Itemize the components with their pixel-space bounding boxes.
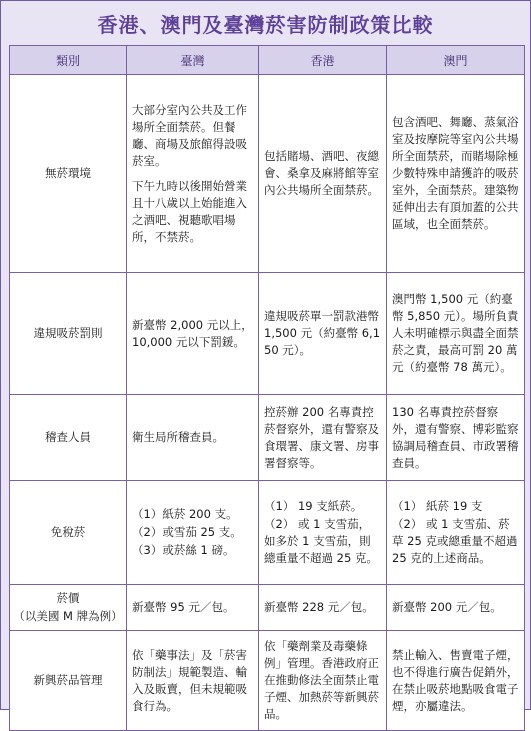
row-newtobacco xyxy=(10,631,525,731)
hongkong-cell xyxy=(259,481,387,585)
taiwan-cell: 新臺幣 2,000 元以上，10,000 元以下罰鍰。 xyxy=(127,273,259,395)
taiwan-cell: 衛生局所稽查員。 xyxy=(127,395,259,481)
category-cell: 免稅菸 xyxy=(10,481,127,585)
taiwan-cell: 新臺幣 95 元／包。 xyxy=(127,585,259,631)
category-line: 菸價 xyxy=(56,591,80,605)
macau-cell: 包含酒吧、舞廳、蒸氣浴室及按摩院等室內公共場所全面禁菸，而賭場除極少數特殊申請獲許的吸菸室外，全面禁菸。建築物延伸出去有頂加蓋的公共區域，也全面禁菸。 xyxy=(387,75,525,273)
macau-cell: 澳門幣 1,500 元（約臺幣 5,850 元）。場所負責人未明確標示與盡全面禁菸之責，最高可罰 20 萬元（約臺幣 78 萬元）。 xyxy=(387,273,525,395)
header-category: 類別 xyxy=(10,46,127,75)
row-smokefree xyxy=(10,75,525,273)
macau-cell xyxy=(387,481,525,585)
taiwan-cell xyxy=(127,481,259,585)
hongkong-cell: 依「藥劑業及毒藥條例」管理。香港政府正在推動修法全面禁止電子煙、加熱菸等新興菸品。 xyxy=(259,631,387,731)
taiwan-paragraph: 下午九時以後開始營業且十八歲以上始能進入之酒吧、視聽歌唱場所，不禁菸。 xyxy=(132,178,247,244)
list-item: （2） 或 1 支雪茄、菸草 25 克或總重量不超過 25 克的上述商品。 xyxy=(392,517,518,565)
hongkong-cell: 新臺幣 228 元／包。 xyxy=(259,585,387,631)
header-macau: 澳門 xyxy=(387,46,525,75)
list-item: （1）紙菸 200 支。 xyxy=(132,507,238,521)
category-cell: 稽查人員 xyxy=(10,395,127,481)
list-item: （2） 或 1 支雪茄，如多於 1 支雪茄，則總重量不超過 25 克。 xyxy=(264,517,378,565)
category-cell: 違規吸菸罰則 xyxy=(10,273,127,395)
header-row xyxy=(10,46,525,75)
taiwan-cell xyxy=(127,75,259,273)
taiwan-paragraph: 大部分室內公共及工作場所全面禁菸。但餐廳、商場及旅館得設吸菸室。 xyxy=(132,102,247,168)
category-cell: 無菸環境 xyxy=(10,75,127,273)
header-hongkong: 香港 xyxy=(259,46,387,75)
row-dutyfree xyxy=(10,481,525,585)
category-cell xyxy=(10,585,127,631)
comparison-table xyxy=(9,45,525,731)
list-item: （1） 紙菸 19 支 xyxy=(392,499,483,513)
hongkong-cell: 控菸辦 200 名專責控菸督察外，還有警察及食環署、康文署、房事署督察等。 xyxy=(259,395,387,481)
page-title: 香港、澳門及臺灣菸害防制政策比較 xyxy=(97,12,434,37)
category-cell: 新興菸品管理 xyxy=(10,631,127,731)
list-item: （2）或雪茄 25 支。 xyxy=(132,525,242,539)
list-item: （3）或菸絲 1 磅。 xyxy=(132,543,235,557)
list-item: （1） 19 支紙菸。 xyxy=(264,499,363,513)
row-price xyxy=(10,585,525,631)
row-inspectors xyxy=(10,395,525,481)
row-penalty xyxy=(10,273,525,395)
macau-cell: 禁止輸入、售賣電子煙，也不得進行廣告促銷外，在禁止吸菸地點吸食電子煙，亦屬違法。 xyxy=(387,631,525,731)
hongkong-cell: 違規吸菸單一罰款港幣 1,500 元（約臺幣 6,150 元）。 xyxy=(259,273,387,395)
category-line: （以美國 M 牌為例） xyxy=(13,609,123,623)
taiwan-cell: 依「藥事法」及「菸害防制法」規範製造、輸入及販賣，但未規範吸食行為。 xyxy=(127,631,259,731)
header-taiwan: 臺灣 xyxy=(127,46,259,75)
macau-cell: 130 名專責控菸督察外，還有警察、博彩監察協調局稽查員、市政署稽查員。 xyxy=(387,395,525,481)
hongkong-cell: 包括賭場、酒吧、夜總會、桑拿及麻將館等室內公共場所全面禁菸。 xyxy=(259,75,387,273)
macau-cell: 新臺幣 200 元／包。 xyxy=(387,585,525,631)
